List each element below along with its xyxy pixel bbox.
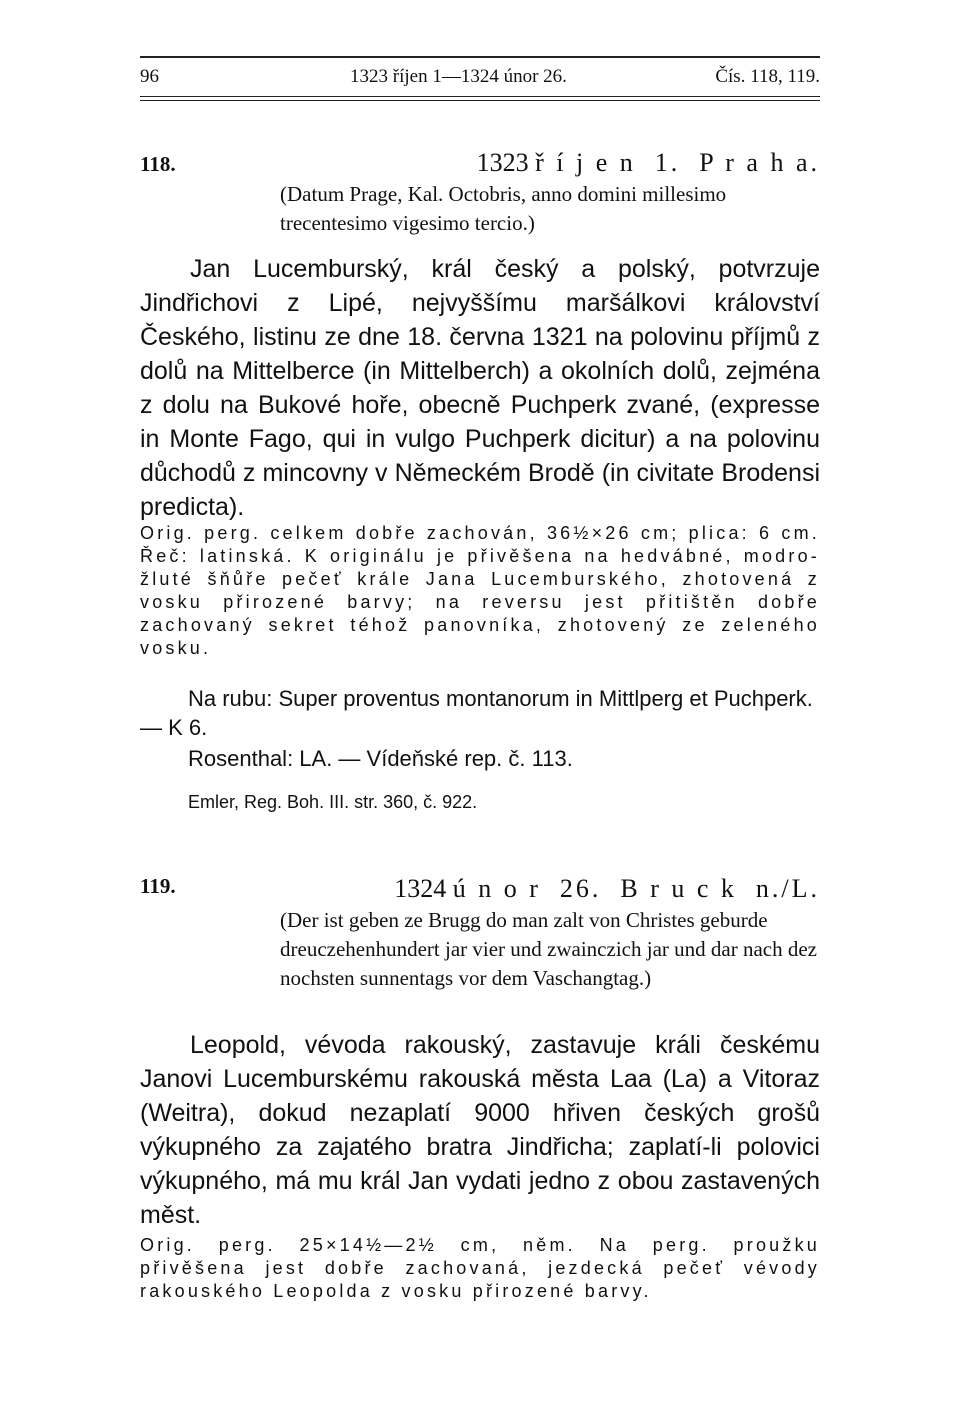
entry-datum: (Der ist geben ze Brugg do man zalt von Christes geburde dreuczehenhundert jar vier und zwainczich jar und dar nach dez nochsten sunnentags vor dem Vaschangtag.) [280,908,817,990]
entry-rosenthal-note: Rosenthal: LA. — Vídeňské rep. č. 113. [188,746,573,771]
header-doc-numbers: Čís. 118, 119. [715,66,820,87]
page-number: 96 [140,66,159,87]
entry-year: 1323 [476,148,529,177]
entry-regest: Jan Lucemburský, král český a polský, potvrzuje Jindřichovi z Lipé, nejvyššímu maršálkovi království Českého, listinu ze dne 18. června 1321 na polovinu příjmů z dolů na Mittelberce (in Mittelberch) a okolních dolů, zejména z dolu na Bukové hoře, obecně Puchperk zvané, (expresse in Monte Fago, qui in vulgo Puchperk dicitur) a na polovinu důchodů z mincovny v Německém Brodě (in civitate Brodensi predicta). [140,255,820,521]
entry-dateline [394,874,820,904]
entry-year: 1324 [394,874,447,903]
entry-dateline [477,148,820,178]
header-rule-1 [140,96,820,97]
entry-orig-note: Orig. perg. 25×14½—2½ cm, něm. Na perg. proužku přivěšena jest dobře zachovaná, jezdecká pečeť vévody rakouského Leopolda z vosku přirozené barvy. [140,1235,820,1301]
header-rule-2 [140,100,820,101]
header-date-range: 1323 říjen 1—1324 únor 26. [350,66,567,87]
header-top-rule [140,56,820,58]
entry-emler-ref: Emler, Reg. Boh. III. str. 360, č. 922. [188,792,478,812]
entry-datum: (Datum Prage, Kal. Octobris, anno domini millesimo trecentesimo vigesimo tercio.) [280,182,727,235]
entry-number: 119. [140,874,176,898]
entry-number: 118. [140,152,176,176]
entry-date-place: ú n o r 26. B r u c k n./L. [452,874,820,903]
entry-date-place: ř í j e n 1. P r a h a. [535,148,820,177]
entry-rubum-note: Na rubu: Super proventus montanorum in Mittlperg et Puchperk. — K 6. [140,686,813,740]
entry-orig-note: Orig. perg. celkem dobře zachován, 36½×26 cm; plica: 6 cm. Řeč: latinská. K originálu je přivěšena na hedvábné, modro-žluté šňůře pečeť krále Jana Lucemburského, zhotovená z vosku přirozené barvy; na reversu jest přitištěn dobře zachovaný sekret téhož panovníka, zhotovený ze zeleného vosku. [140,523,820,658]
entry-regest: Leopold, vévoda rakouský, zastavuje králi českému Janovi Lucemburskému rakouská města Laa (La) a Vitoraz (Weitra), dokud nezaplatí 9000 hřiven českých grošů výkupného za zajatého bratra Jindřicha; zaplatí-li polovici výkupného, má mu král Jan vydati jedno z obou zastavených měst. [140,1031,820,1229]
